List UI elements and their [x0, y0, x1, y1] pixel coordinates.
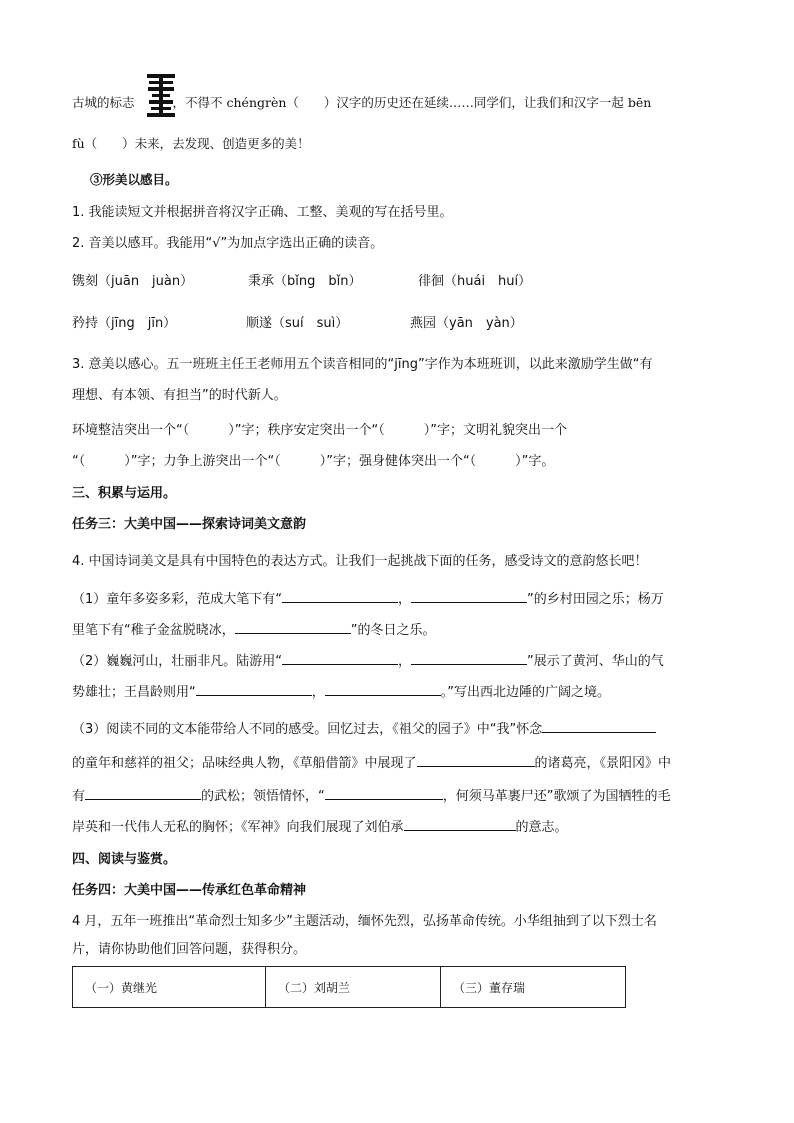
- task-3-heading: 任务三：大美中国——探索诗词美文意韵: [72, 517, 307, 532]
- martyr-card-3: （三）董存瑞: [441, 967, 626, 1008]
- intro-text-a: 古城的标志: [72, 95, 135, 110]
- answer-blank[interactable]: [417, 753, 535, 767]
- q4-part2-line1: （2）巍巍河山，壮丽非凡。陆游用“ ， ”展示了黄河、华山的气: [72, 651, 664, 672]
- question-4-stem: 4. 中国诗词美文是具有中国特色的表达方式。让我们一起挑战下面的任务，感受诗文的意韵悠长吧！: [72, 554, 648, 569]
- section-3-heading: 三、积累与运用。: [72, 486, 177, 501]
- task-4-heading: 任务四：大美中国——传承红色革命精神: [72, 883, 307, 898]
- question-2-stem: 2. 音美以感耳。我能用“√”为加点字选出正确的读音。: [72, 236, 384, 251]
- q4-part1-line1: （1）童年多姿多彩，范成大笔下有“ ， ”的乡村田园之乐；杨万: [72, 589, 664, 610]
- martyr-card-2: （二）刘胡兰: [266, 967, 441, 1008]
- section-4-heading: 四、阅读与鉴赏。: [72, 852, 177, 867]
- q4-part3-line3: 有 的武松；领悟情怀，“ ，何须马革裹尸还”歌颂了为国牺牲的毛: [72, 786, 671, 807]
- question-3-line-3: 环境整洁突出一个“（ ）”字；秩序安定突出一个“（ ）”字；文明礼貌突出一个: [72, 423, 567, 438]
- pinyin-option-5: 顺遂（suí suì）: [246, 316, 349, 331]
- q4-part1-line2: 里笔下有“稚子金盆脱晓冰， ”的冬日之乐。: [72, 620, 436, 641]
- martyr-cards-table: [72, 966, 626, 1008]
- intro-line-1: [72, 93, 651, 113]
- answer-blank[interactable]: [404, 817, 516, 831]
- answer-blank[interactable]: [196, 682, 312, 696]
- answer-blank[interactable]: [411, 651, 527, 665]
- question-3-line-4: “（ ）”字；力争上游突出一个“（ ）”字；强身健体突出一个“（ ）”字。: [72, 454, 555, 469]
- pinyin-option-4: 矜持（jīng jīn）: [72, 316, 177, 331]
- answer-blank[interactable]: [282, 651, 398, 665]
- q4-part3-line2: 的童年和慈祥的祖父；品味经典人物，《草船借箭》中展现了 的诸葛亮，《景阳冈》中: [72, 753, 671, 774]
- q4-part3-line4: 岸英和一代伟人无私的胸怀；《军神》向我们展现了刘伯承 的意志。: [72, 817, 568, 838]
- q4-part2-line2: 势雄壮；王昌龄则用“ ， 。”写出西北边陲的广阔之境。: [72, 682, 610, 703]
- question-3-line-2: 理想、有本领、有担当”的时代新人。: [72, 388, 287, 403]
- q4-part3-line1: （3）阅读不同的文本能带给人不同的感受。回忆过去，《祖父的园子》中“我”怀念: [72, 719, 656, 740]
- answer-blank[interactable]: [542, 719, 656, 733]
- intro-line-2: fù（ ）未来，去发现、创造更多的美！: [72, 136, 310, 151]
- answer-blank[interactable]: [85, 786, 201, 800]
- question-1: 1. 我能读短文并根据拼音将汉字正确、工整、美观的写在括号里。: [72, 205, 453, 220]
- intro-line-3: ③形美以感目。: [90, 172, 178, 187]
- answer-blank[interactable]: [411, 589, 527, 603]
- answer-blank[interactable]: [235, 620, 351, 634]
- pinyin-option-3: 徘徊（huái huí）: [418, 274, 532, 289]
- question-5-line-1: 4 月，五年一班推出“革命烈士知多少”主题活动，缅怀先烈，弘扬革命传统。小华组抽到了以下烈士名: [72, 914, 657, 929]
- answer-blank[interactable]: [325, 786, 443, 800]
- pinyin-option-2: 秉承（bǐng bǐn）: [248, 274, 362, 289]
- answer-blank[interactable]: [325, 682, 441, 696]
- martyr-card-1: （一）黄继光: [73, 967, 266, 1008]
- pinyin-option-1: 镌刻（juān juàn）: [72, 274, 194, 289]
- pinyin-option-6: 燕园（yān yàn）: [410, 316, 523, 331]
- question-5-line-2: 片，请你协助他们回答问题，获得积分。: [72, 942, 307, 957]
- question-3-line-1: 3. 意美以感心。五一班班主任王老师用五个读音相同的“jīng”字作为本班班训，以此来激励学生做“有: [72, 357, 653, 372]
- answer-blank[interactable]: [282, 589, 398, 603]
- intro-text-b: ，不得不 chéngrèn（ ）汉字的历史还在延续……同学们，让我们和汉字一起 bēn: [172, 95, 652, 110]
